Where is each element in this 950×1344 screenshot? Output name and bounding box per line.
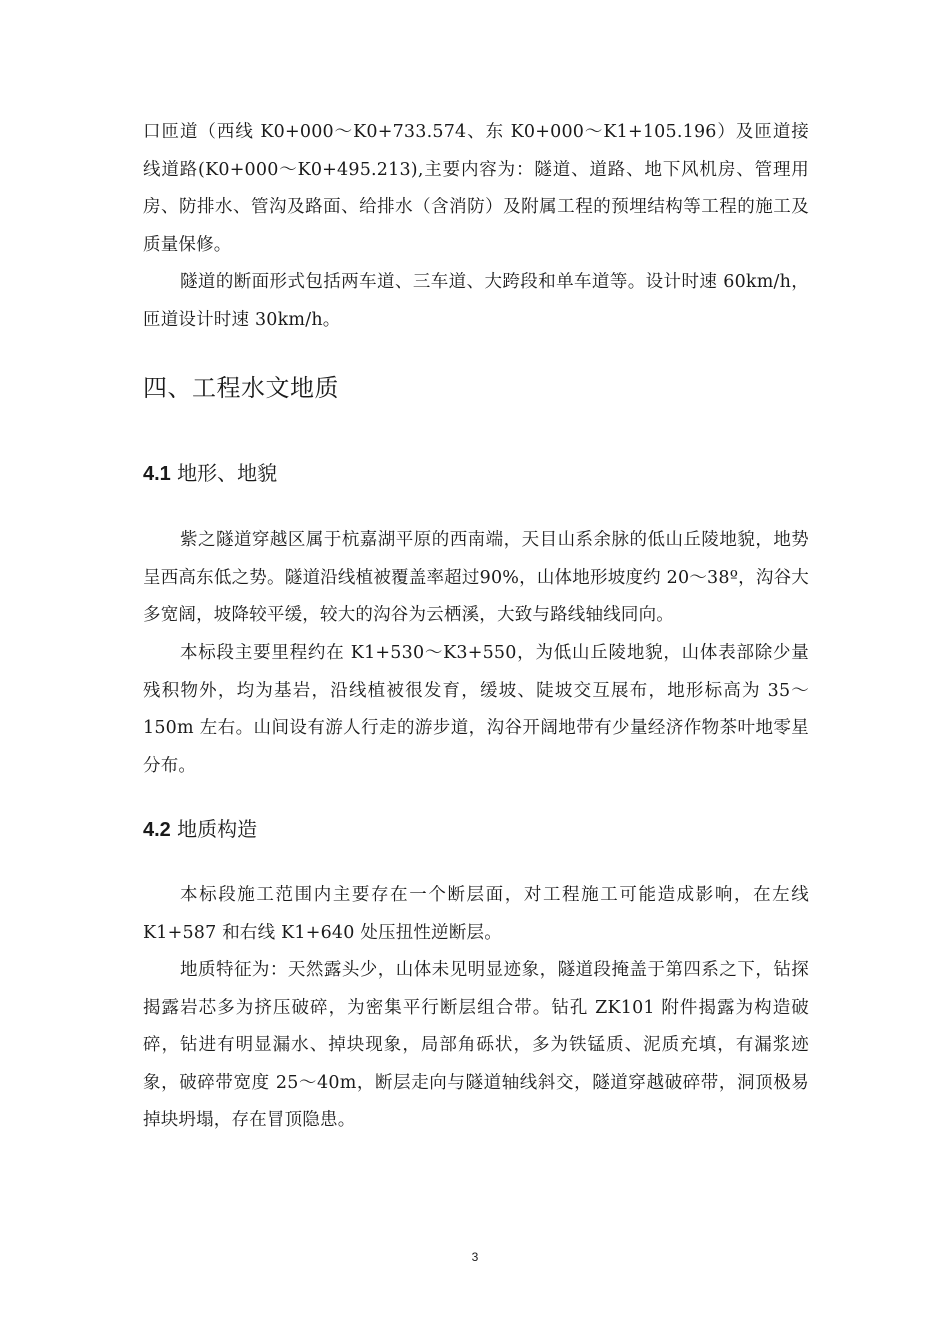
paragraph-terrain-section: 本标段主要里程约在 K1+530～K3+550，为低山丘陵地貌，山体表部除少量残积物外，均为基岩，沿线植被很发育，缓坡、陡坡交互展布，地形标高为 35～150m 左右。山间设有游人行走的游步道，沟谷开阔地带有少量经济作物茶叶地零星分布。 <box>143 643 809 776</box>
subsection-heading-terrain <box>143 457 277 486</box>
section-heading-hydrogeology: 四、工程水文地质 <box>143 374 339 402</box>
subsection-title: 地质构造 <box>177 817 258 841</box>
subsection-title: 地形、地貌 <box>177 461 278 485</box>
subsection-number: 4.1 <box>143 463 171 485</box>
subsection-number: 4.2 <box>143 819 171 841</box>
paragraph-section-design-speed: 隧道的断面形式包括两车道、三车道、大跨段和单车道等。设计时速 60km/h，匝道设计时速 30km/h。 <box>143 272 809 330</box>
paragraph-terrain-overview: 紫之隧道穿越区属于杭嘉湖平原的西南端，天目山系余脉的低山丘陵地貌，地势呈西高东低之势。隧道沿线植被覆盖率超过90%，山体地形坡度约 20～38º，沟谷大多宽阔，坡降较平缓，较大的沟谷为云栖溪，大致与路线轴线同向。 <box>143 530 809 625</box>
paragraph-scope-continued: 口匝道（西线 K0+000～K0+733.574、东 K0+000～K1+105.196）及匝道接线道路(K0+000～K0+495.213),主要内容为：隧道、道路、地下风机房、管理用房、防排水、管沟及路面、给排水（含消防）及附属工程的预埋结构等工程的施工及质量保修。 <box>143 122 809 255</box>
subsection-heading-geology <box>143 813 257 842</box>
page-number: 3 <box>471 1250 479 1264</box>
paragraph-fault-plane: 本标段施工范围内主要存在一个断层面，对工程施工可能造成影响，在左线 K1+587 和右线 K1+640 处压扭性逆断层。 <box>143 885 809 943</box>
paragraph-geology-features: 地质特征为：天然露头少，山体未见明显迹象，隧道段掩盖于第四系之下，钻探揭露岩芯多为挤压破碎，为密集平行断层组合带。钻孔 ZK101 附件揭露为构造破碎，钻进有明显漏水、掉块现象，局部角砾状，多为铁锰质、泥质充填，有漏浆迹象，破碎带宽度 25～40m，断层走向与隧道轴线斜交，隧道穿越破碎带，洞顶极易掉块坍塌，存在冒顶隐患。 <box>143 960 809 1130</box>
